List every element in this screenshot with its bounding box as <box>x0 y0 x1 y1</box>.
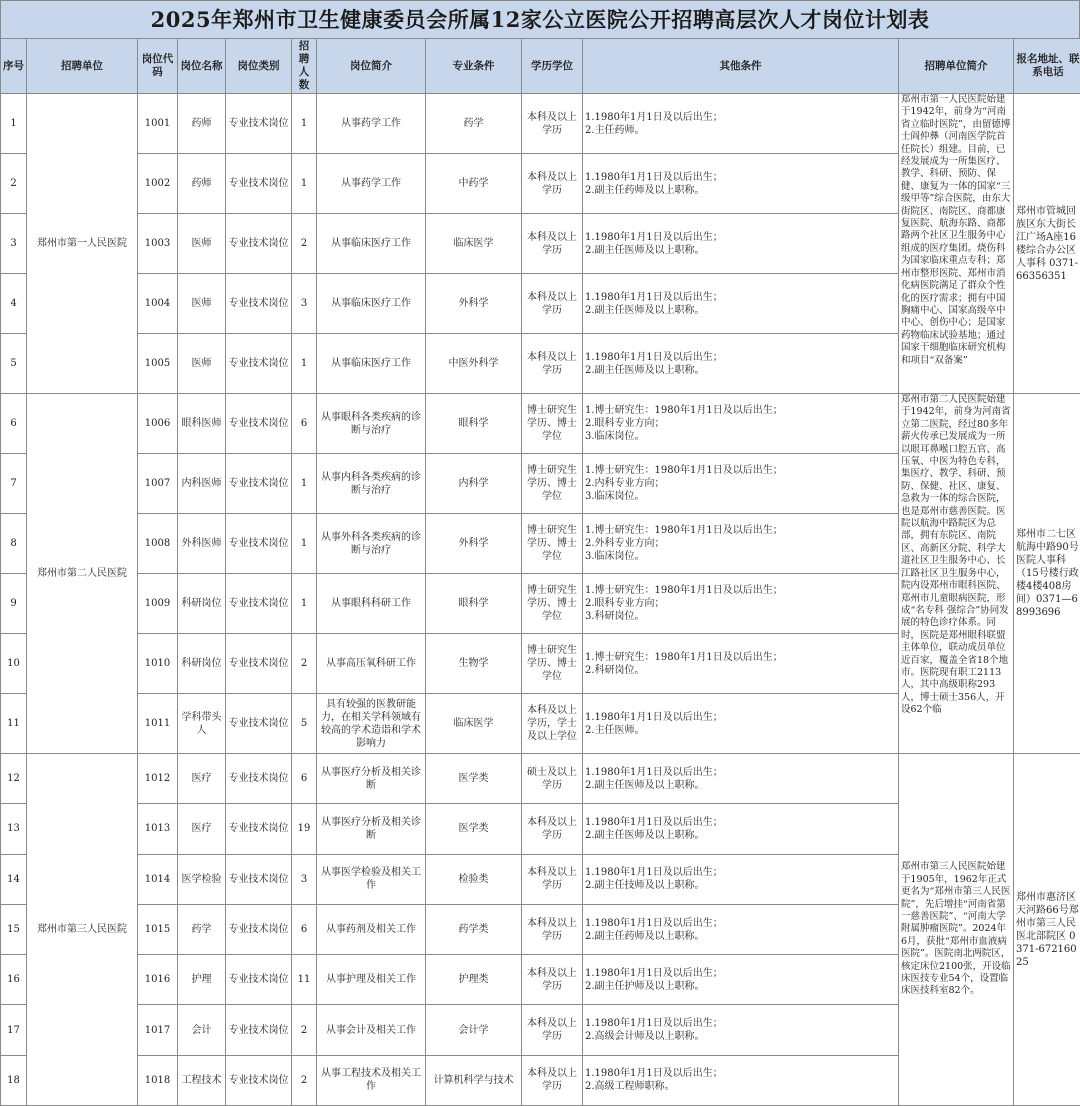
header-desc: 岗位简介 <box>317 39 426 94</box>
cell-name: 眼科医师 <box>178 394 226 454</box>
cell-category: 专业技术岗位 <box>226 754 292 804</box>
cell-other: 1.1980年1月1日及以后出生； 2.副主任技师及以上职称。 <box>583 854 899 904</box>
cell-unit-intro <box>899 754 1014 1106</box>
cell-code: 1002 <box>138 154 178 214</box>
cell-count: 1 <box>292 454 317 514</box>
cell-seq: 16 <box>1 955 27 1005</box>
cell-category: 专业技术岗位 <box>226 804 292 854</box>
cell-seq: 8 <box>1 514 27 574</box>
cell-seq: 18 <box>1 1055 27 1105</box>
header-major: 专业条件 <box>426 39 522 94</box>
cell-code: 1014 <box>138 854 178 904</box>
cell-degree: 博士研究生学历、博士学位 <box>522 454 583 514</box>
cell-category: 专业技术岗位 <box>226 214 292 274</box>
cell-seq: 14 <box>1 854 27 904</box>
header-seq: 序号 <box>1 39 27 94</box>
cell-desc: 从事临床医疗工作 <box>317 214 426 274</box>
cell-name: 外科医师 <box>178 514 226 574</box>
cell-count: 1 <box>292 154 317 214</box>
cell-desc: 从事临床医疗工作 <box>317 334 426 394</box>
cell-contact: 郑州市管城回族区东大街长江广场A座16楼综合办公区人事科 0371-66356351 <box>1014 94 1080 394</box>
cell-category: 专业技术岗位 <box>226 955 292 1005</box>
header-unit: 招聘单位 <box>27 39 138 94</box>
cell-degree: 本科及以上学历 <box>522 94 583 154</box>
cell-desc: 从事高压氧科研工作 <box>317 634 426 694</box>
cell-desc: 从事眼科各类疾病的诊断与治疗 <box>317 394 426 454</box>
cell-major: 眼科学 <box>426 574 522 634</box>
cell-seq: 6 <box>1 394 27 454</box>
cell-major: 临床医学 <box>426 214 522 274</box>
cell-desc: 从事医疗分析及相关诊断 <box>317 754 426 804</box>
cell-code: 1007 <box>138 454 178 514</box>
cell-name: 工程技术 <box>178 1055 226 1105</box>
cell-desc: 从事药学工作 <box>317 94 426 154</box>
cell-code: 1016 <box>138 955 178 1005</box>
cell-desc: 从事药剂及相关工作 <box>317 904 426 954</box>
cell-category: 专业技术岗位 <box>226 854 292 904</box>
cell-name: 医学检验 <box>178 854 226 904</box>
cell-major: 医学类 <box>426 754 522 804</box>
cell-category: 专业技术岗位 <box>226 94 292 154</box>
header-degree: 学历学位 <box>522 39 583 94</box>
cell-name: 科研岗位 <box>178 574 226 634</box>
cell-other: 1.1980年1月1日及以后出生； 2.副主任医师及以上职称。 <box>583 214 899 274</box>
cell-count: 1 <box>292 94 317 154</box>
cell-degree: 本科及以上学历 <box>522 214 583 274</box>
cell-name: 医师 <box>178 214 226 274</box>
cell-code: 1012 <box>138 754 178 804</box>
cell-other: 1.博士研究生：1980年1月1日及以后出生； 2.眼科专业方向； 3.临床岗位。 <box>583 394 899 454</box>
cell-other: 1.博士研究生：1980年1月1日及以后出生； 2.外科专业方向； 3.临床岗位。 <box>583 514 899 574</box>
cell-degree: 本科及以上学历 <box>522 955 583 1005</box>
cell-major: 医学类 <box>426 804 522 854</box>
cell-category: 专业技术岗位 <box>226 514 292 574</box>
cell-count: 1 <box>292 574 317 634</box>
cell-major: 中药学 <box>426 154 522 214</box>
cell-name: 学科带头人 <box>178 694 226 754</box>
table-row <box>1 754 1080 804</box>
cell-code: 1010 <box>138 634 178 694</box>
cell-major: 内科学 <box>426 454 522 514</box>
cell-major: 外科学 <box>426 274 522 334</box>
cell-degree: 本科及以上学历 <box>522 804 583 854</box>
cell-other: 1.1980年1月1日及以后出生； 2.副主任药师及以上职称。 <box>583 154 899 214</box>
cell-count: 2 <box>292 1005 317 1055</box>
cell-unit: 郑州市第三人民医院 <box>27 754 138 1106</box>
cell-code: 1001 <box>138 94 178 154</box>
cell-name: 药师 <box>178 94 226 154</box>
cell-code: 1015 <box>138 904 178 954</box>
cell-seq: 3 <box>1 214 27 274</box>
cell-name: 内科医师 <box>178 454 226 514</box>
cell-degree: 博士研究生学历、博士学位 <box>522 574 583 634</box>
cell-other: 1.1980年1月1日及以后出生； 2.副主任医师及以上职称。 <box>583 804 899 854</box>
cell-count: 1 <box>292 514 317 574</box>
table-body <box>1 94 1080 1106</box>
unit-intro-text: 郑州市第一人民医院始建于1942年，前身为“河南省立临时医院”，由留德博士阎仲彝（河南医学院首任院长）组建。目前，已经发展成为一所集医疗、教学、科研、预防、保健、康复为一体的国家“三级甲等”综合医院，由东大街院区、南院区、商都康复医院、航海东路、商都路两个社区卫生服务中心组成的医疗集团。烧伤科为国家临床重点专科；郑州市整形医院、郑州市消化病医院满足了群众个性化的医疗需求；拥有中国胸痛中心、国家高级卒中中心、创伤中心；是国家药物临床试验基地；通过国家干细胞临床研究机构和项目“双备案” <box>901 94 1011 367</box>
cell-code: 1004 <box>138 274 178 334</box>
cell-other: 1.博士研究生：1980年1月1日及以后出生； 2.眼科专业方向； 3.科研岗位。 <box>583 574 899 634</box>
cell-code: 1005 <box>138 334 178 394</box>
cell-desc: 从事眼科科研工作 <box>317 574 426 634</box>
cell-major: 检验类 <box>426 854 522 904</box>
header-name: 岗位名称 <box>178 39 226 94</box>
cell-name: 药学 <box>178 904 226 954</box>
cell-category: 专业技术岗位 <box>226 574 292 634</box>
cell-count: 5 <box>292 694 317 754</box>
cell-other: 1.1980年1月1日及以后出生； 2.副主任药师及以上职称。 <box>583 904 899 954</box>
cell-code: 1011 <box>138 694 178 754</box>
cell-major: 外科学 <box>426 514 522 574</box>
cell-count: 1 <box>292 334 317 394</box>
cell-desc: 具有较强的医教研能力，在相关学科领域有较高的学术造诣和学术影响力 <box>317 694 426 754</box>
cell-category: 专业技术岗位 <box>226 694 292 754</box>
cell-category: 专业技术岗位 <box>226 394 292 454</box>
cell-category: 专业技术岗位 <box>226 334 292 394</box>
cell-degree: 本科及以上学历 <box>522 334 583 394</box>
cell-degree: 本科及以上学历 <box>522 854 583 904</box>
cell-count: 6 <box>292 904 317 954</box>
cell-category: 专业技术岗位 <box>226 634 292 694</box>
cell-desc: 从事会计及相关工作 <box>317 1005 426 1055</box>
cell-other: 1.1980年1月1日及以后出生； 2.主任医师。 <box>583 694 899 754</box>
cell-code: 1008 <box>138 514 178 574</box>
cell-name: 科研岗位 <box>178 634 226 694</box>
cell-code: 1013 <box>138 804 178 854</box>
cell-category: 专业技术岗位 <box>226 904 292 954</box>
cell-seq: 10 <box>1 634 27 694</box>
cell-other: 1.博士研究生：1980年1月1日及以后出生； 2.内科专业方向； 3.临床岗位。 <box>583 454 899 514</box>
header-other: 其他条件 <box>583 39 899 94</box>
cell-degree: 硕士及以上学历 <box>522 754 583 804</box>
header-intro: 招聘单位简介 <box>899 39 1014 94</box>
cell-unit-intro <box>899 94 1014 394</box>
cell-seq: 4 <box>1 274 27 334</box>
cell-desc: 从事临床医疗工作 <box>317 274 426 334</box>
cell-name: 医师 <box>178 274 226 334</box>
cell-seq: 15 <box>1 904 27 954</box>
cell-other: 1.1980年1月1日及以后出生； 2.高级会计师及以上职称。 <box>583 1005 899 1055</box>
cell-count: 6 <box>292 754 317 804</box>
cell-name: 护理 <box>178 955 226 1005</box>
cell-desc: 从事药学工作 <box>317 154 426 214</box>
cell-other: 1.1980年1月1日及以后出生； 2.主任药师。 <box>583 94 899 154</box>
header-row <box>1 39 1080 94</box>
cell-unit: 郑州市第一人民医院 <box>27 94 138 394</box>
cell-name: 会计 <box>178 1005 226 1055</box>
cell-count: 3 <box>292 854 317 904</box>
cell-name: 医师 <box>178 334 226 394</box>
cell-major: 护理类 <box>426 955 522 1005</box>
cell-category: 专业技术岗位 <box>226 154 292 214</box>
cell-code: 1009 <box>138 574 178 634</box>
cell-count: 3 <box>292 274 317 334</box>
cell-code: 1006 <box>138 394 178 454</box>
cell-other: 1.1980年1月1日及以后出生； 2.副主任护师及以上职称。 <box>583 955 899 1005</box>
cell-code: 1017 <box>138 1005 178 1055</box>
cell-count: 6 <box>292 394 317 454</box>
cell-degree: 博士研究生学历、博士学位 <box>522 634 583 694</box>
header-contact: 报名地址、联系电话 <box>1014 39 1080 94</box>
cell-degree: 博士研究生学历、博士学位 <box>522 394 583 454</box>
header-count: 招聘人数 <box>292 39 317 94</box>
unit-intro-text: 郑州市第三人民医院始建于1905年，1962年正式更名为“郑州市第三人民医院”，先后增挂“河南省第一慈善医院”、“河南大学附属肿瘤医院”。2024年6月，获批“郑州市血液病医院”。医院南北两院区，核定床位2100张，开设临床医技专业54个，设置临床医技科室82个。 <box>901 861 1011 997</box>
cell-major: 计算机科学与技术 <box>426 1055 522 1105</box>
cell-count: 19 <box>292 804 317 854</box>
cell-category: 专业技术岗位 <box>226 1005 292 1055</box>
cell-seq: 7 <box>1 454 27 514</box>
cell-contact: 郑州市惠济区天河路66号郑州市第三人民医北部院区 0371-67216025 <box>1014 754 1080 1106</box>
cell-major: 药学类 <box>426 904 522 954</box>
cell-seq: 1 <box>1 94 27 154</box>
cell-desc: 从事工程技术及相关工作 <box>317 1055 426 1105</box>
cell-seq: 11 <box>1 694 27 754</box>
cell-unit: 郑州市第二人民医院 <box>27 394 138 754</box>
cell-major: 眼科学 <box>426 394 522 454</box>
cell-major: 中医外科学 <box>426 334 522 394</box>
page-title: 2025年郑州市卫生健康委员会所属12家公立医院公开招聘高层次人才岗位计划表 <box>0 0 1080 38</box>
cell-degree: 本科及以上学历 <box>522 904 583 954</box>
cell-degree: 本科及以上学历 <box>522 1055 583 1105</box>
cell-other: 1.1980年1月1日及以后出生； 2.高级工程师职称。 <box>583 1055 899 1105</box>
cell-category: 专业技术岗位 <box>226 454 292 514</box>
cell-degree: 本科及以上学历 <box>522 274 583 334</box>
cell-code: 1018 <box>138 1055 178 1105</box>
cell-desc: 从事外科各类疾病的诊断与治疗 <box>317 514 426 574</box>
cell-desc: 从事护理及相关工作 <box>317 955 426 1005</box>
cell-major: 药学 <box>426 94 522 154</box>
cell-seq: 13 <box>1 804 27 854</box>
recruitment-table <box>0 38 1080 1106</box>
cell-other: 1.1980年1月1日及以后出生； 2.副主任医师及以上职称。 <box>583 334 899 394</box>
header-category: 岗位类别 <box>226 39 292 94</box>
cell-degree: 本科及以上学历 <box>522 154 583 214</box>
cell-seq: 9 <box>1 574 27 634</box>
cell-contact: 郑州市二七区航海中路90号医院人事科（15号楼行政楼4楼408房间）0371—68993696 <box>1014 394 1080 754</box>
cell-seq: 5 <box>1 334 27 394</box>
cell-count: 2 <box>292 214 317 274</box>
cell-desc: 从事医疗分析及相关诊断 <box>317 804 426 854</box>
cell-count: 11 <box>292 955 317 1005</box>
cell-other: 1.博士研究生：1980年1月1日及以后出生； 2.科研岗位。 <box>583 634 899 694</box>
cell-category: 专业技术岗位 <box>226 1055 292 1105</box>
cell-major: 会计学 <box>426 1005 522 1055</box>
cell-other: 1.1980年1月1日及以后出生； 2.副主任医师及以上职称。 <box>583 754 899 804</box>
cell-seq: 2 <box>1 154 27 214</box>
cell-name: 药师 <box>178 154 226 214</box>
table-row <box>1 94 1080 154</box>
cell-other: 1.1980年1月1日及以后出生； 2.副主任医师及以上职称。 <box>583 274 899 334</box>
cell-category: 专业技术岗位 <box>226 274 292 334</box>
table-row <box>1 394 1080 454</box>
cell-major: 临床医学 <box>426 694 522 754</box>
cell-name: 医疗 <box>178 754 226 804</box>
cell-count: 2 <box>292 1055 317 1105</box>
cell-degree: 本科及以上学历 <box>522 1005 583 1055</box>
cell-count: 2 <box>292 634 317 694</box>
header-code: 岗位代码 <box>138 39 178 94</box>
cell-degree: 本科及以上学历，学士及以上学位 <box>522 694 583 754</box>
cell-desc: 从事内科各类疾病的诊断与治疗 <box>317 454 426 514</box>
cell-code: 1003 <box>138 214 178 274</box>
cell-major: 生物学 <box>426 634 522 694</box>
cell-name: 医疗 <box>178 804 226 854</box>
cell-unit-intro <box>899 394 1014 754</box>
cell-desc: 从事医学检验及相关工作 <box>317 854 426 904</box>
cell-seq: 12 <box>1 754 27 804</box>
cell-degree: 博士研究生学历、博士学位 <box>522 514 583 574</box>
unit-intro-text: 郑州市第二人民医院始建于1942年，前身为河南省立第二医院，经过80多年薪火传承已发展成为一所以眼耳鼻喉口腔五官、高压氧、中医为特色专科，集医疗、教学、科研、预防、保健、社区、康复、急救为一体的综合医院，也是郑州市慈善医院。医院以航海中路院区为总部，拥有东院区、南院区、高新区分院、科学大道社区卫生服务中心、长江路社区卫生服务中心，院内设郑州市眼科医院、郑州市儿童眼病医院，形成“名专科 强综合”协同发展的特色诊疗体系。同时，医院是郑州眼科联盟主体单位，联动成员单位近百家，覆盖全省18个地市。医院现有职工2113人，其中高级职称293人，博士硕士356人，开设62个临 <box>901 394 1011 717</box>
cell-seq: 17 <box>1 1005 27 1055</box>
